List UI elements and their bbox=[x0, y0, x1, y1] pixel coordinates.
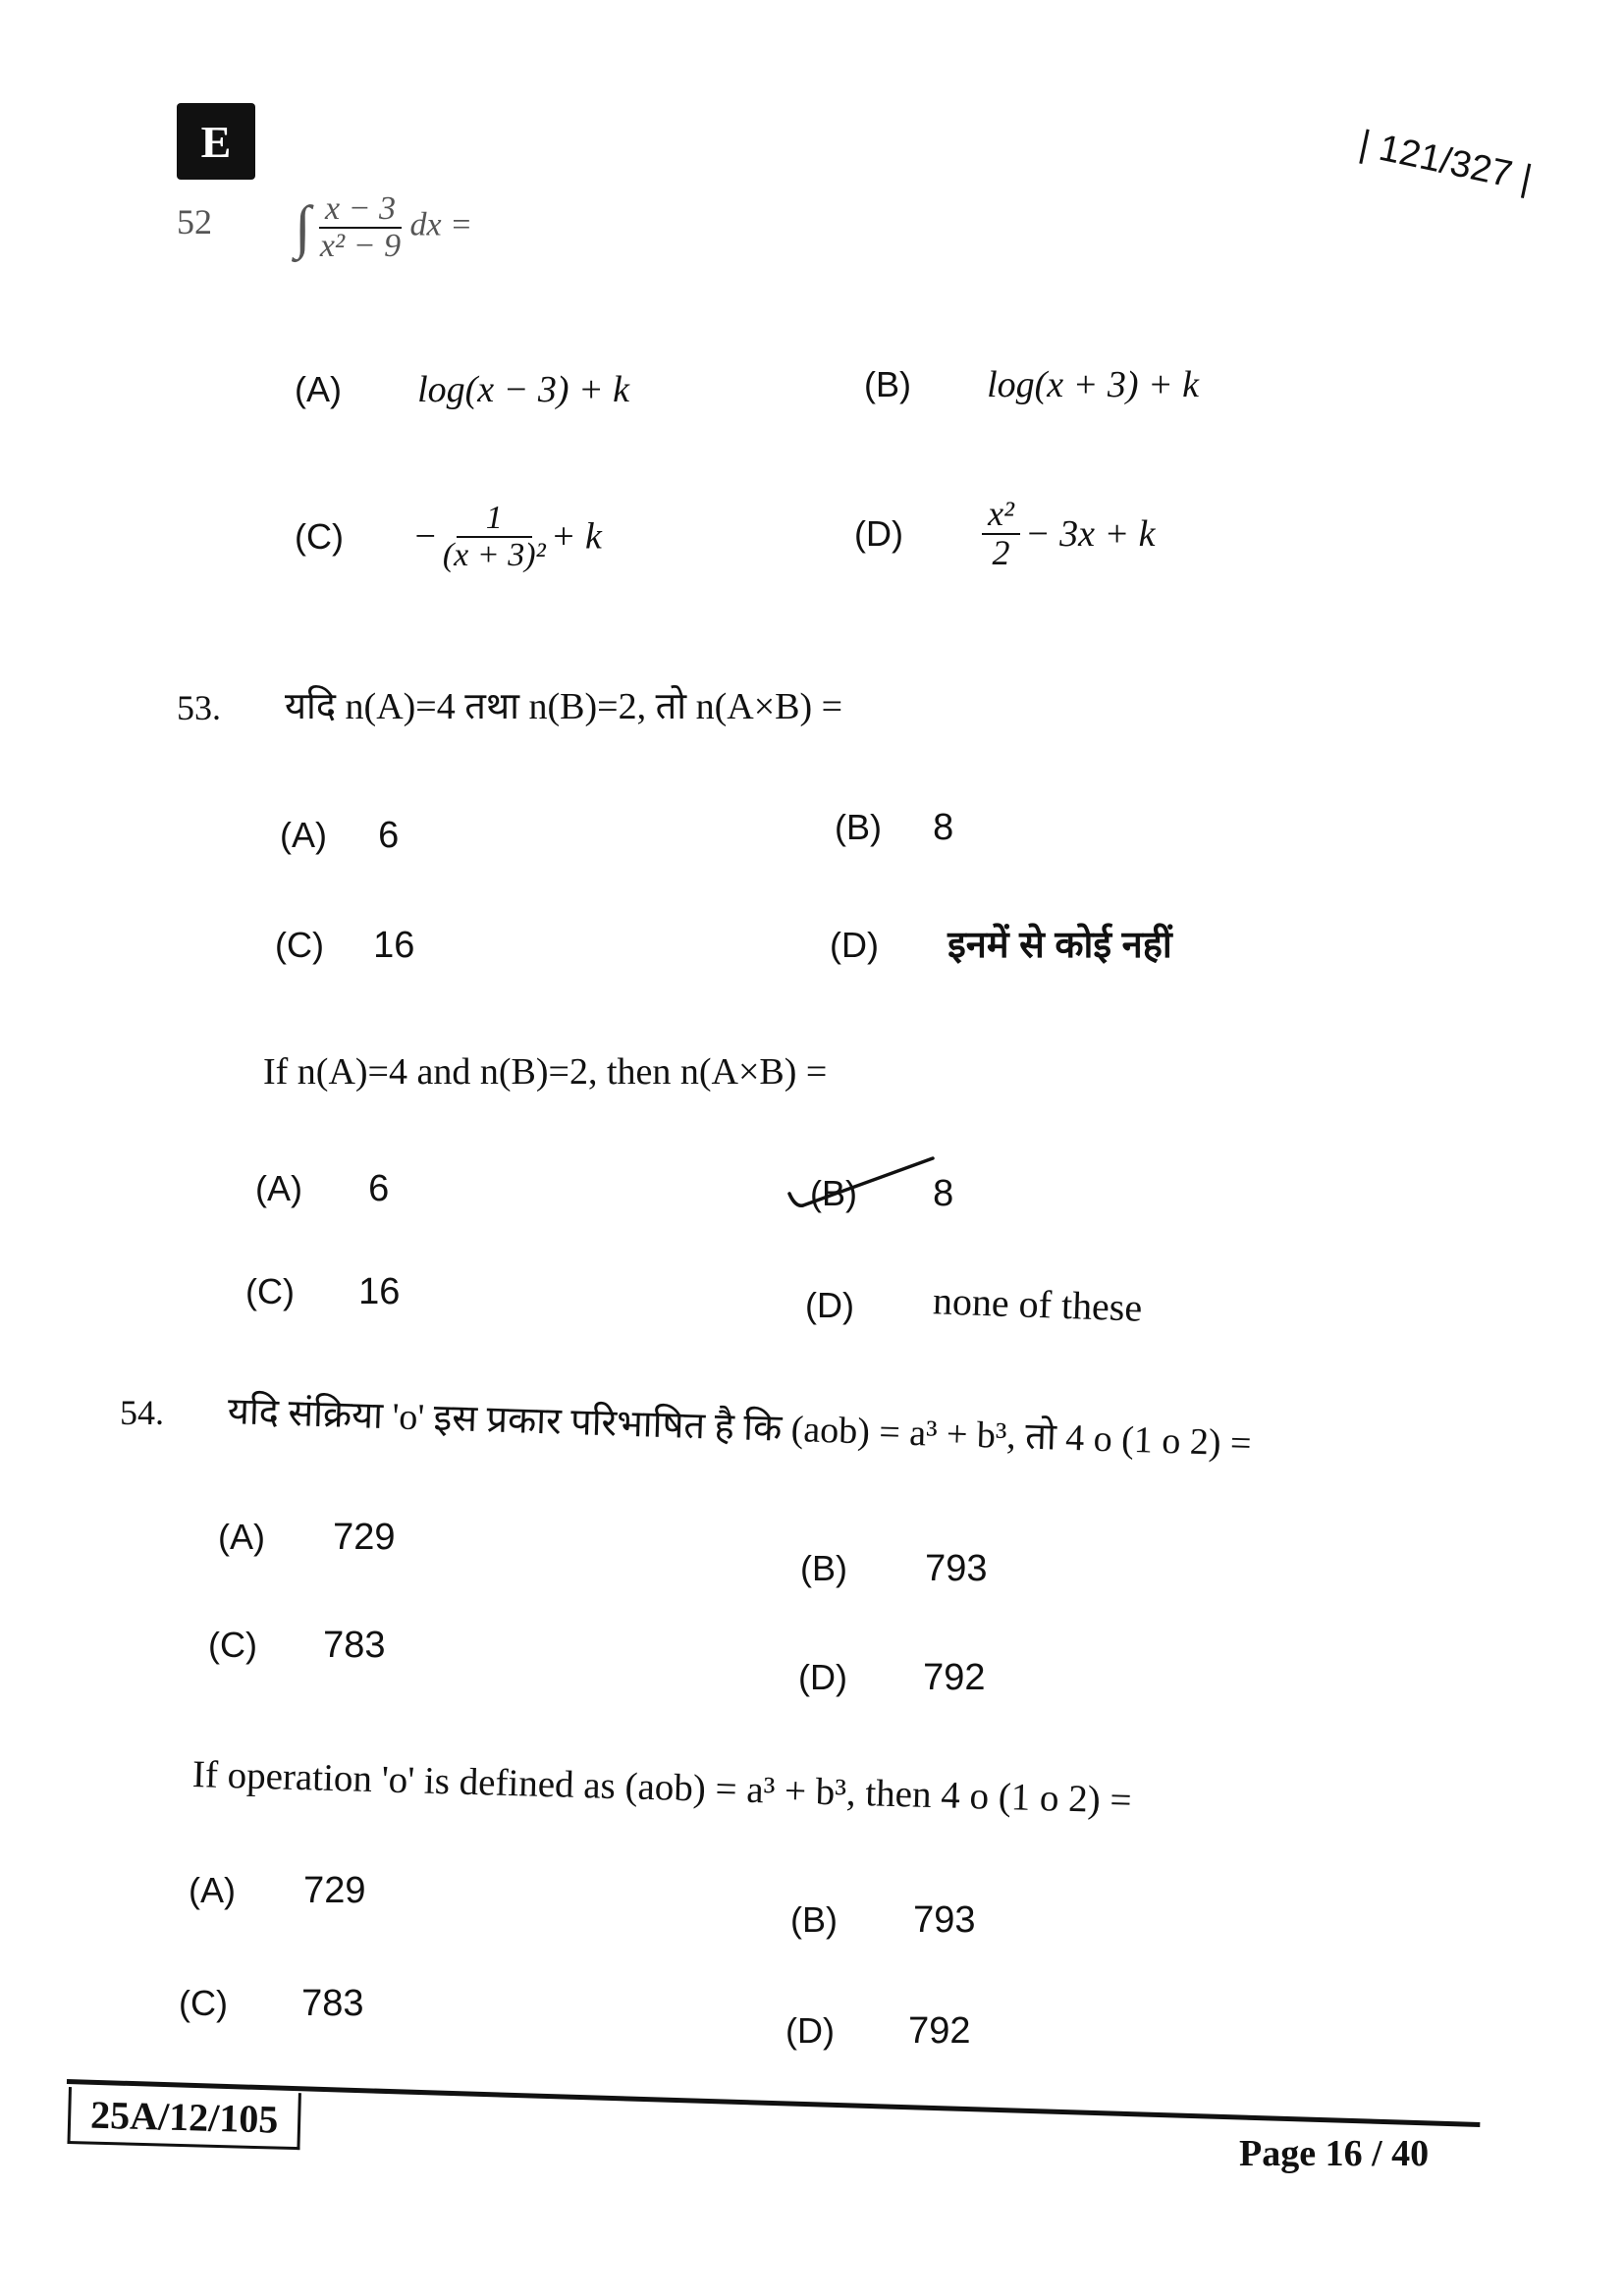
option-value: 16 bbox=[373, 925, 415, 966]
option-label: (D) bbox=[798, 1657, 847, 1697]
option-label: (D) bbox=[854, 512, 903, 554]
question-52-option-d[interactable] bbox=[854, 496, 1156, 572]
option-value: 783 bbox=[323, 1625, 386, 1666]
set-badge: E bbox=[177, 103, 255, 180]
question-53-hindi-option-a[interactable] bbox=[280, 815, 399, 857]
option-label: (B) bbox=[790, 1899, 838, 1940]
question-53-hindi-stem: यदि n(A)=4 तथा n(B)=2, तो n(A×B) = bbox=[285, 686, 843, 727]
question-54-hindi-option-b[interactable] bbox=[800, 1548, 988, 1590]
integrand-denominator: x² − 9 bbox=[319, 227, 402, 264]
option-label: (D) bbox=[830, 925, 879, 965]
question-52-number: 52 bbox=[177, 202, 212, 241]
option-value: 793 bbox=[925, 1548, 988, 1589]
option-label: (A) bbox=[218, 1517, 265, 1557]
question-54-english-option-a[interactable] bbox=[189, 1870, 366, 1912]
option-value: 6 bbox=[378, 815, 400, 856]
question-54-english-option-c[interactable] bbox=[179, 1983, 364, 2025]
option-value: 8 bbox=[933, 807, 954, 848]
option-value: 16 bbox=[358, 1271, 401, 1312]
question-53-hindi-option-b[interactable] bbox=[835, 807, 953, 849]
question-54-english-stem: If operation 'o' is defined as (aob) = a³ + b³, then 4 o (1 o 2) = bbox=[191, 1753, 1133, 1822]
question-54-number: 54. bbox=[120, 1393, 164, 1432]
question-53-english-option-d[interactable] bbox=[805, 1278, 1144, 1330]
fraction-denominator: (x + 3)² bbox=[442, 536, 546, 573]
question-54-hindi-stem: यदि संक्रिया 'o' इस प्रकार परिभाषित है कि (aob) = a³ + b³, तो 4 o (1 o 2) = bbox=[227, 1391, 1253, 1465]
option-label: (D) bbox=[805, 1285, 854, 1325]
question-54-hindi-option-d[interactable] bbox=[798, 1657, 986, 1699]
option-label: (B) bbox=[864, 364, 911, 404]
fraction-numerator: x² bbox=[982, 496, 1020, 535]
page-number: Page 16 / 40 bbox=[1239, 2133, 1430, 2174]
option-label: (B) bbox=[810, 1173, 857, 1213]
question-54-english-option-b[interactable] bbox=[790, 1899, 976, 1942]
option-value: 793 bbox=[913, 1899, 976, 1941]
option-label: (C) bbox=[275, 925, 324, 965]
question-53-hindi-option-c[interactable] bbox=[275, 925, 414, 967]
question-52-stem bbox=[295, 191, 472, 263]
question-52-option-c[interactable] bbox=[295, 501, 602, 572]
question-53-hindi-option-d[interactable] bbox=[830, 918, 1172, 969]
option-value: 8 bbox=[933, 1173, 954, 1214]
question-54-hindi-option-c[interactable] bbox=[208, 1625, 386, 1667]
option-fraction bbox=[443, 501, 546, 572]
question-54-english-option-d[interactable] bbox=[785, 2010, 971, 2053]
option-label: (B) bbox=[800, 1548, 847, 1588]
paper-reference-text: 121/327 bbox=[1375, 127, 1516, 196]
question-52-option-b[interactable] bbox=[864, 363, 1199, 406]
option-label: (D) bbox=[785, 2010, 835, 2051]
option-value: इनमें से कोई नहीं bbox=[947, 925, 1172, 966]
paper-code-box: 25A/12/105 bbox=[67, 2087, 301, 2150]
fraction-denominator: 2 bbox=[992, 532, 1010, 572]
question-52-option-a[interactable] bbox=[295, 368, 629, 411]
option-value: none of these bbox=[932, 1278, 1144, 1330]
question-53-number: 53. bbox=[177, 688, 221, 727]
fraction-numerator: 1 bbox=[457, 501, 532, 538]
option-label: (A) bbox=[295, 369, 342, 409]
option-suffix: − 3x + k bbox=[1024, 512, 1156, 555]
option-label: (C) bbox=[208, 1625, 257, 1665]
option-fraction bbox=[982, 496, 1020, 572]
paper-reference bbox=[1356, 123, 1536, 200]
checkmark-icon bbox=[785, 1156, 943, 1215]
option-label: (A) bbox=[255, 1168, 302, 1208]
option-label: (C) bbox=[179, 1983, 228, 2023]
option-value: 783 bbox=[301, 1983, 364, 2024]
integrand-fraction bbox=[319, 191, 402, 263]
option-label: (C) bbox=[245, 1271, 295, 1311]
option-label: (B) bbox=[835, 807, 882, 847]
integrand-dx: dx = bbox=[409, 206, 473, 243]
question-53-english-option-c[interactable] bbox=[245, 1271, 400, 1313]
integrand-numerator: x − 3 bbox=[319, 191, 402, 229]
bracket-left: | bbox=[1355, 123, 1384, 168]
option-value: 792 bbox=[923, 1657, 986, 1698]
option-label: (A) bbox=[280, 815, 327, 855]
question-54-hindi-option-a[interactable] bbox=[218, 1517, 396, 1559]
integral-sign: ∫ bbox=[295, 194, 311, 260]
option-label: (C) bbox=[295, 515, 344, 557]
option-label: (A) bbox=[189, 1870, 236, 1910]
bracket-right: | bbox=[1507, 155, 1536, 200]
option-value: log(x − 3) + k bbox=[417, 369, 629, 410]
option-value: 792 bbox=[908, 2010, 971, 2052]
option-value: 729 bbox=[303, 1870, 366, 1911]
option-value: 6 bbox=[368, 1168, 390, 1209]
option-suffix: + k bbox=[550, 515, 602, 558]
option-value: log(x + 3) + k bbox=[987, 364, 1199, 405]
option-sign: − bbox=[412, 515, 438, 558]
question-53-english-option-a[interactable] bbox=[255, 1168, 389, 1210]
option-value: 729 bbox=[333, 1517, 396, 1558]
question-53-english-stem: If n(A)=4 and n(B)=2, then n(A×B) = bbox=[263, 1051, 828, 1093]
